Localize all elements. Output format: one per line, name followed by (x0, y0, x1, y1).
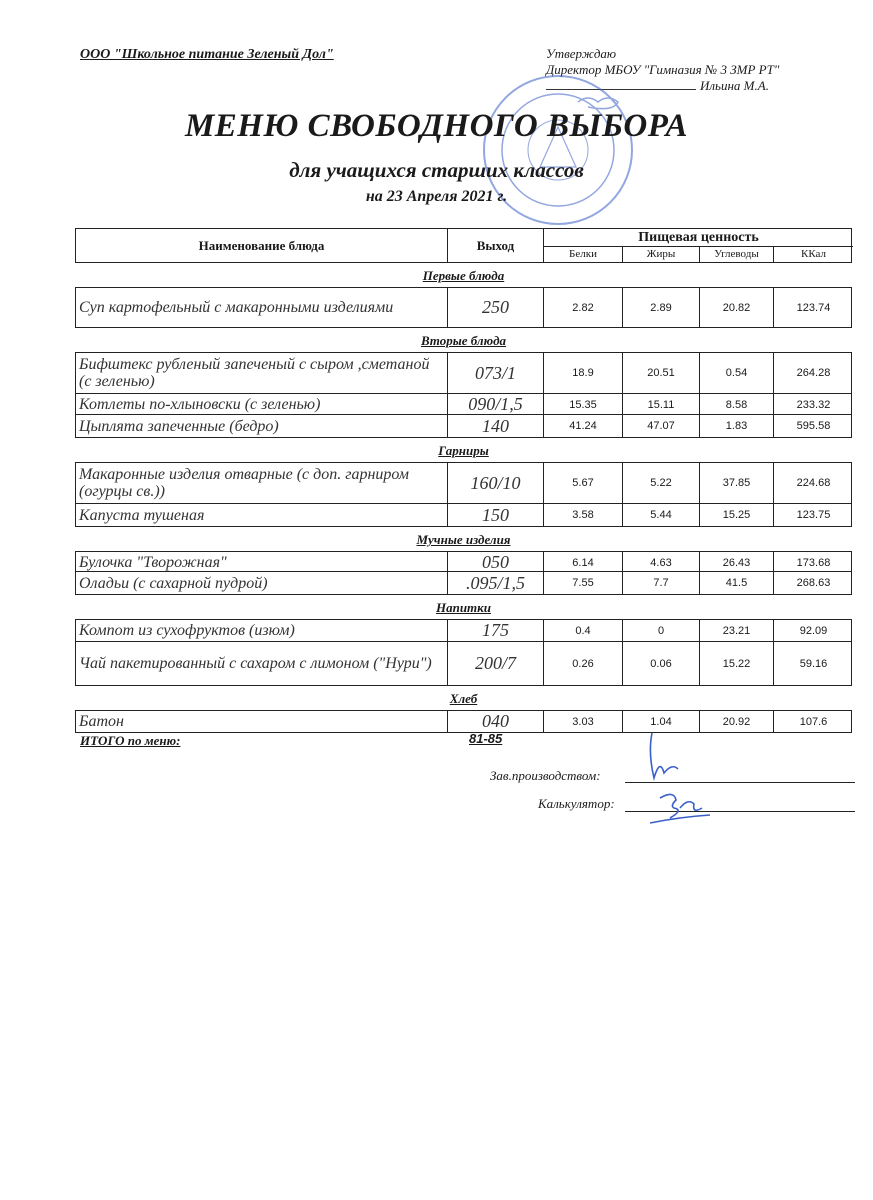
table-row (76, 414, 851, 437)
dish-carbs: 15.22 (700, 642, 774, 685)
handwritten-signatures (630, 728, 730, 828)
col-nutrition-header: Пищевая ценность (544, 229, 853, 247)
dish-carbs: 20.82 (700, 288, 774, 327)
dish-output: 050 (448, 552, 544, 573)
section-title: Напитки (435, 600, 491, 615)
table-row (76, 620, 851, 641)
calculator-label: Калькулятор: (538, 796, 615, 811)
page-title: МЕНЮ СВОБОДНОГО ВЫБОРА (184, 108, 689, 144)
production-head-signature (490, 768, 601, 784)
dish-output: 073/1 (448, 353, 544, 393)
dish-fat: 0.06 (623, 642, 700, 685)
dish-name: Бифштекс рубленый запеченый с сыром ,сметаной (с зеленью) (76, 353, 448, 393)
dish-name: Макаронные изделия отварные (с доп. гарниром (огурцы св.)) (76, 463, 448, 503)
dish-protein: 0.26 (544, 642, 623, 685)
dish-output: .095/1,5 (448, 572, 544, 594)
table-row (76, 503, 851, 526)
official-stamp (478, 72, 638, 232)
dish-fat: 7.7 (623, 572, 700, 594)
dish-kcal: 224.68 (796, 477, 831, 489)
col-protein-header: Белки (544, 247, 623, 262)
dish-output: 140 (448, 415, 544, 437)
total-value: 81-85 (469, 731, 503, 746)
production-head-label: Зав.производством: (490, 768, 601, 783)
col-kcal-header: ККал (801, 248, 826, 260)
dish-fat: 1.04 (623, 711, 700, 732)
organization-name: ООО "Школьное питание Зеленый Дол" (80, 47, 334, 62)
dish-protein: 18.9 (544, 353, 623, 393)
dish-protein: 5.67 (544, 463, 623, 503)
section-title: Первые блюда (422, 268, 505, 283)
nutrition-header (544, 229, 853, 262)
dish-carbs: 26.43 (700, 552, 774, 573)
section-group (75, 352, 852, 438)
dish-name: Батон (76, 711, 448, 732)
dish-name: Чай пакетированный с сахаром с лимоном ("Нури") (76, 642, 448, 685)
dish-output: 160/10 (448, 463, 544, 503)
section-title: Хлеб (449, 691, 478, 706)
dish-carbs: 20.92 (700, 711, 774, 732)
dish-carbs: 8.58 (700, 394, 774, 415)
table-row (76, 552, 851, 571)
col-carbs-header: Углеводы (700, 247, 774, 262)
dish-protein: 3.03 (544, 711, 623, 732)
approver-name: Ильина М.А. (700, 78, 769, 93)
dish-fat: 0 (623, 620, 700, 641)
dish-fat: 2.89 (623, 288, 700, 327)
dish-output: 175 (448, 620, 544, 641)
dish-fat: 47.07 (623, 415, 700, 437)
dish-protein: 2.82 (544, 288, 623, 327)
dish-output: 150 (448, 504, 544, 526)
table-row (76, 641, 851, 685)
dish-protein: 7.55 (544, 572, 623, 594)
table-row (76, 353, 851, 393)
dish-name: Оладьи (с сахарной пудрой) (76, 572, 448, 594)
table-row (76, 393, 851, 414)
dish-protein: 6.14 (544, 552, 623, 573)
col-output-header: Выход (448, 229, 544, 262)
menu-date: на 23 Апреля 2021 г. (365, 188, 508, 205)
dish-protein: 0.4 (544, 620, 623, 641)
col-fat-header: Жиры (623, 247, 700, 262)
dish-output: 090/1,5 (448, 394, 544, 415)
dish-protein: 3.58 (544, 504, 623, 526)
dish-kcal: 268.63 (796, 577, 831, 589)
table-row (76, 463, 851, 503)
table-row (76, 571, 851, 594)
dish-fat: 5.22 (623, 463, 700, 503)
dish-name: Суп картофельный с макаронными изделиями (76, 288, 448, 327)
dish-carbs: 23.21 (700, 620, 774, 641)
dish-kcal: 123.74 (796, 301, 831, 314)
dish-name: Булочка "Творожная" (76, 552, 448, 573)
table-body (75, 263, 852, 733)
dish-kcal: 173.68 (796, 556, 831, 569)
dish-carbs: 15.25 (700, 504, 774, 526)
section-group (75, 287, 852, 328)
section-group (75, 710, 852, 733)
dish-name: Котлеты по-хлыновски (с зеленью) (76, 394, 448, 415)
dish-kcal: 123.75 (796, 509, 831, 521)
page-subtitle: для учащихся старших классов (289, 158, 584, 182)
section-group (75, 462, 852, 527)
section-title: Вторые блюда (420, 333, 507, 348)
dish-protein: 41.24 (544, 415, 623, 437)
dish-name: Цыплята запеченные (бедро) (76, 415, 448, 437)
table-row (76, 711, 851, 732)
dish-fat: 20.51 (623, 353, 700, 393)
dish-carbs: 41.5 (700, 572, 774, 594)
total-label: ИТОГО по меню: (80, 733, 181, 748)
dish-name: Капуста тушеная (76, 504, 448, 526)
table-row (76, 288, 851, 327)
dish-output: 040 (448, 711, 544, 732)
dish-kcal: 233.32 (796, 398, 831, 411)
approver-position: Директор МБОУ "Гимназия № 3 ЗМР РТ" (546, 62, 780, 77)
dish-protein: 15.35 (544, 394, 623, 415)
dish-kcal: 92.09 (799, 624, 828, 637)
dish-kcal: 264.28 (796, 367, 831, 379)
dish-carbs: 0.54 (700, 353, 774, 393)
dish-output: 200/7 (448, 642, 544, 685)
section-title: Гарниры (438, 443, 489, 458)
dish-name: Компот из сухофруктов (изюм) (76, 620, 448, 641)
approve-label: Утверждаю (546, 46, 617, 61)
dish-carbs: 1.83 (700, 415, 774, 437)
dish-fat: 4.63 (623, 552, 700, 573)
table-header (75, 228, 852, 263)
dish-fat: 15.11 (623, 394, 700, 415)
dish-output: 250 (448, 288, 544, 327)
dish-carbs: 37.85 (700, 463, 774, 503)
dish-kcal: 595.58 (796, 420, 831, 432)
calculator-signature (538, 796, 615, 812)
dish-fat: 5.44 (623, 504, 700, 526)
section-group (75, 551, 852, 595)
menu-table (75, 228, 852, 733)
section-title: Мучные изделия (416, 532, 511, 547)
dish-kcal: 59.16 (799, 657, 828, 670)
col-name-header: Наименование блюда (76, 229, 448, 262)
section-group (75, 619, 852, 686)
dish-kcal: 107.6 (799, 715, 828, 728)
